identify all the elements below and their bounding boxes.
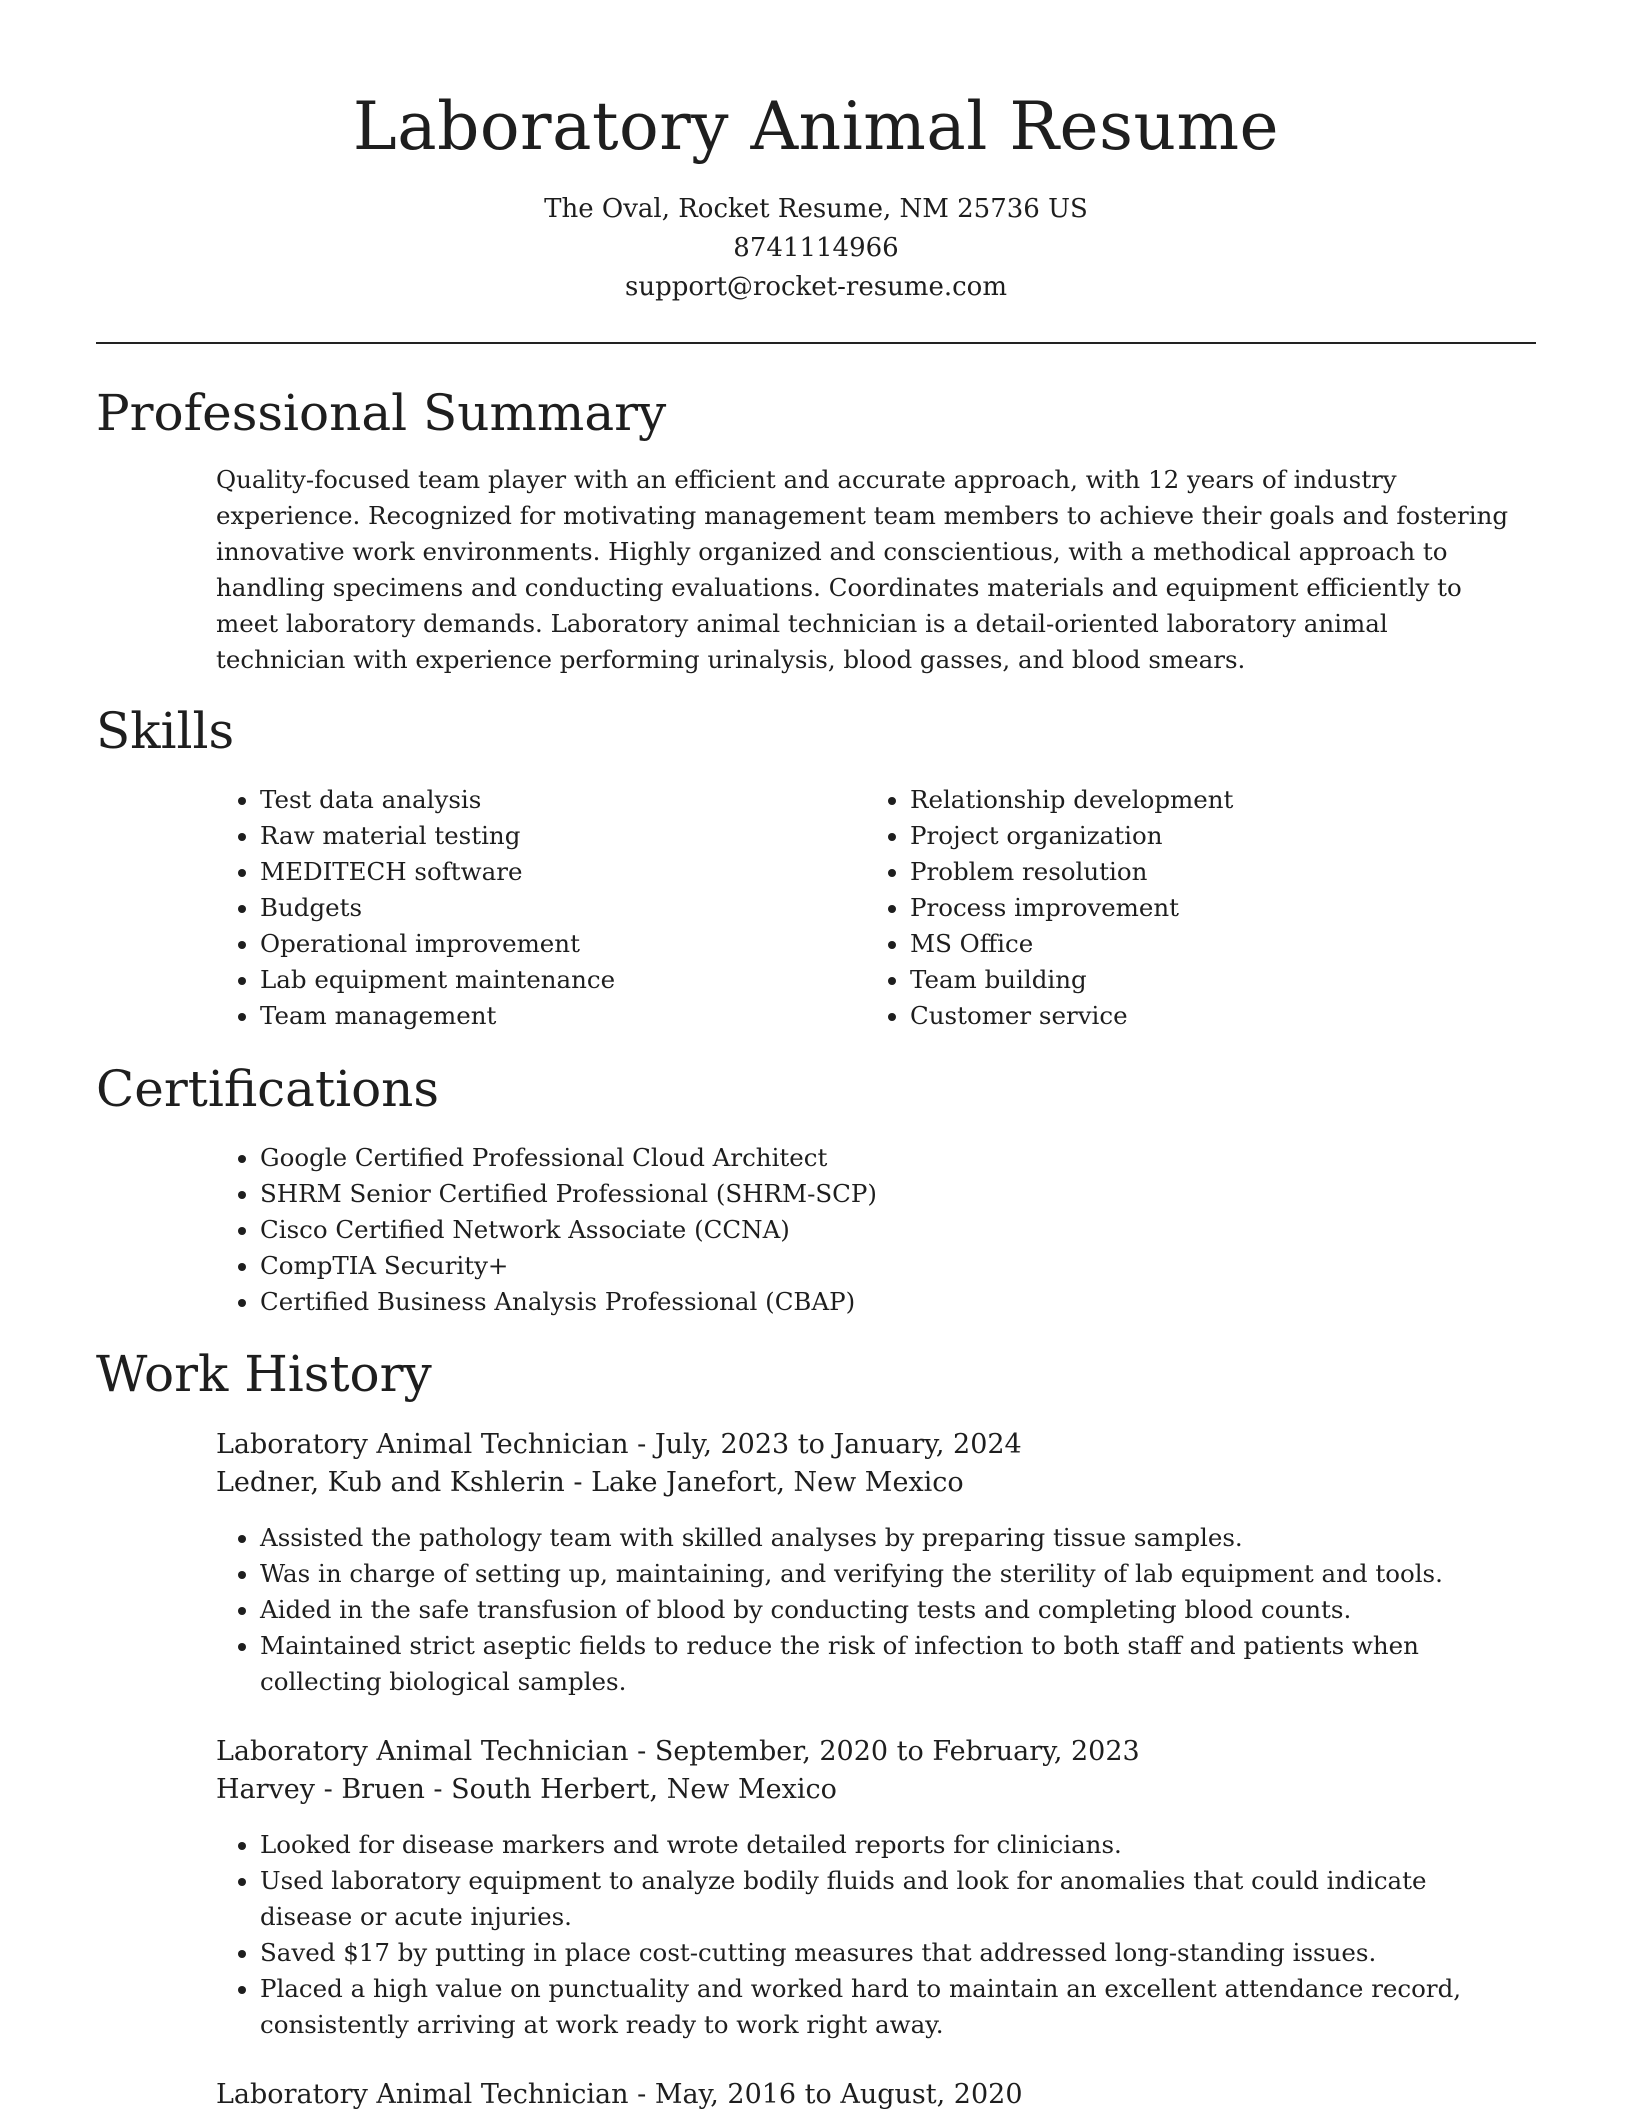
job-title-line: Laboratory Animal Technician - July, 2023 to January, 2024 xyxy=(216,1429,1022,1460)
job-bullet: • Saved $17 by putting in place cost-cutting measures that addressed long-standing issues. xyxy=(260,1935,1516,1971)
skill-item: • Test data analysis xyxy=(260,782,816,818)
skill-item: • Customer service xyxy=(910,998,1506,1034)
skill-item: • MS Office xyxy=(910,926,1506,962)
job-title-line: Laboratory Animal Technician - May, 2016 to August, 2020 xyxy=(216,2079,1023,2110)
skill-item: • Raw material testing xyxy=(260,818,816,854)
skill-item: • Project organization xyxy=(910,818,1506,854)
job-bullets xyxy=(216,1520,1516,1700)
contact-address: The Oval, Rocket Resume, NM 25736 US xyxy=(544,194,1088,224)
section-title-work-history: Work History xyxy=(96,1345,432,1403)
job-bullet: • Placed a high value on punctuality and worked hard to maintain an excellent attendance record, consistently arriving at work ready to work right away. xyxy=(260,1971,1516,2043)
resume-title: Laboratory Animal Resume xyxy=(352,88,1280,165)
certifications-list xyxy=(216,1140,1516,1320)
certification-item: • Cisco Certified Network Associate (CCNA) xyxy=(260,1212,1516,1248)
skill-item: • Process improvement xyxy=(910,890,1506,926)
skills-column-left xyxy=(216,782,816,1034)
skill-item: • Team building xyxy=(910,962,1506,998)
job-company-line: Harvey - Bruen - South Herbert, New Mexico xyxy=(216,1774,837,1805)
skill-item: • MEDITECH software xyxy=(260,854,816,890)
certification-item: • CompTIA Security+ xyxy=(260,1248,1516,1284)
skill-item: • Lab equipment maintenance xyxy=(260,962,816,998)
header-divider xyxy=(96,342,1536,344)
job-bullet: • Aided in the safe transfusion of blood by conducting tests and completing blood counts. xyxy=(260,1592,1516,1628)
skill-item: • Problem resolution xyxy=(910,854,1506,890)
job-bullet: • Looked for disease markers and wrote detailed reports for clinicians. xyxy=(260,1827,1516,1863)
certification-item: • SHRM Senior Certified Professional (SHRM-SCP) xyxy=(260,1176,1516,1212)
job-title-line: Laboratory Animal Technician - September, 2020 to February, 2023 xyxy=(216,1736,1140,1767)
job-bullet: • Used laboratory equipment to analyze bodily fluids and look for anomalies that could indicate disease or acute injuries. xyxy=(260,1863,1516,1935)
skill-item: • Operational improvement xyxy=(260,926,816,962)
contact-block xyxy=(0,190,1632,307)
job-bullets xyxy=(216,1827,1516,2043)
skill-item: • Relationship development xyxy=(910,782,1506,818)
section-title-summary: Professional Summary xyxy=(96,384,667,442)
section-title-certifications: Certifications xyxy=(96,1060,440,1118)
summary-text: Quality-focused team player with an efficient and accurate approach, with 12 years of industry experience. Recognized for motivating management team members to achieve their goals and fostering innovative work environments. Highly organized and conscientious, with a methodical approach to handling specimens and conducting evaluations. Coordinates materials and equipment efficiently to meet laboratory demands. Laboratory animal technician is a detail-oriented laboratory animal technician with experience performing urinalysis, blood gasses, and blood smears. xyxy=(216,465,1509,674)
skills-column-right xyxy=(866,782,1506,1034)
section-title-skills: Skills xyxy=(96,702,235,760)
job-bullet: • Assisted the pathology team with skilled analyses by preparing tissue samples. xyxy=(260,1520,1516,1556)
contact-email: support@rocket-resume.com xyxy=(624,272,1007,302)
contact-phone: 8741114966 xyxy=(733,233,899,263)
certification-item: • Google Certified Professional Cloud Architect xyxy=(260,1140,1516,1176)
skill-item: • Budgets xyxy=(260,890,816,926)
certification-item: • Certified Business Analysis Professional (CBAP) xyxy=(260,1284,1516,1320)
job-bullet: • Maintained strict aseptic fields to reduce the risk of infection to both staff and patients when collecting biological samples. xyxy=(260,1628,1516,1700)
job-bullet: • Was in charge of setting up, maintaining, and verifying the sterility of lab equipment and tools. xyxy=(260,1556,1516,1592)
job-company-line: Ledner, Kub and Kshlerin - Lake Janefort, New Mexico xyxy=(216,1467,964,1498)
skill-item: • Team management xyxy=(260,998,816,1034)
